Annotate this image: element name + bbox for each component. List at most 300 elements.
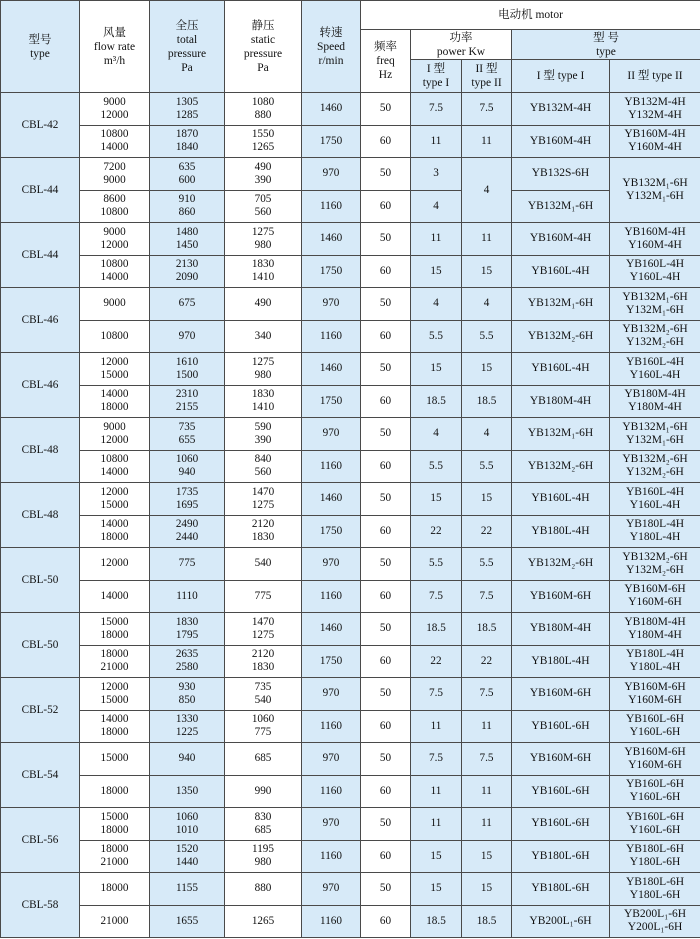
cell-line: 675 [178, 297, 196, 310]
power-type-1-cell: 11 [411, 775, 462, 808]
cell-line: 1410 [251, 271, 275, 284]
motor-type-1-cell: YB160L-4H [512, 353, 610, 386]
cell-line: 1010 [175, 823, 199, 836]
fan-type-cell: CBL-48 [1, 483, 80, 548]
cell-line: 14000 [100, 466, 129, 479]
cell-line: 1830 [251, 258, 275, 271]
motor-type-1-cell: YB132S-6H [512, 158, 610, 191]
table-row [1, 190, 700, 223]
cell-line: 1480 [175, 225, 199, 238]
power-type-1-cell: 15 [411, 255, 462, 288]
motor-type-2-cell [610, 840, 700, 873]
flow-rate-cell [80, 320, 150, 353]
header-type: 型号 type [1, 1, 80, 93]
cell-line: Y132M₁-6H [626, 433, 684, 446]
cell-line: Y160L-6H [629, 791, 681, 804]
cell-line: YB132M₂-6H [622, 323, 688, 336]
power-type-1-cell: 3 [411, 158, 462, 191]
cell-line: 1060 [175, 453, 199, 466]
cell-line: 1450 [175, 238, 199, 251]
motor-type-1-cell: YB132M₁-6H [512, 418, 610, 451]
motor-type-2-cell [610, 255, 700, 288]
freq-cell: 50 [361, 743, 411, 776]
cell-line: Y180L-6H [629, 856, 681, 869]
power-type-1-cell: 11 [411, 710, 462, 743]
total-pressure-cell [150, 353, 225, 386]
cell-line: 10800 [100, 329, 129, 342]
cell-line: 1410 [251, 401, 275, 414]
cell-line: Y160L-4H [629, 271, 681, 284]
power-type-1-cell: 4 [411, 288, 462, 321]
cell-line: 560 [254, 206, 272, 219]
static-pressure-cell [225, 905, 302, 938]
cell-line: YB160L-6H [625, 713, 685, 726]
motor-type-2-cell [610, 158, 700, 223]
cell-line: YB180L-4H [625, 648, 685, 661]
motor-type-1-cell: YB160M-4H [512, 125, 610, 158]
table-row [1, 613, 700, 646]
cell-line: YB160L-4H [625, 485, 685, 498]
motor-type-2-cell [610, 515, 700, 548]
header-speed: 转速 Speed r/min [302, 1, 361, 93]
total-pressure-cell [150, 613, 225, 646]
motor-type-1-cell: YB200L₁-6H [512, 905, 610, 938]
cell-line: YB160L-6H [625, 778, 685, 791]
speed-cell: 1160 [302, 710, 361, 743]
flow-rate-cell [80, 678, 150, 711]
static-pressure-cell [225, 515, 302, 548]
total-pressure-cell [150, 418, 225, 451]
cell-line: 685 [254, 823, 272, 836]
cell-line: 10800 [100, 258, 129, 271]
speed-cell: 1460 [302, 613, 361, 646]
cell-line: 880 [254, 882, 272, 895]
table-row [1, 385, 700, 418]
cell-line: Y132M₂-6H [626, 466, 684, 479]
flow-rate-cell [80, 808, 150, 841]
cell-line: 21000 [100, 914, 129, 927]
cell-line: 14000 [100, 388, 129, 401]
cell-line: 15000 [100, 368, 129, 381]
speed-cell: 1750 [302, 125, 361, 158]
motor-type-1-cell: YB160L-6H [512, 775, 610, 808]
cell-line: 14000 [100, 589, 129, 602]
cell-line: YB160L-4H [625, 355, 685, 368]
cell-line: YB180L-6H [625, 875, 685, 888]
total-pressure-cell [150, 223, 225, 256]
static-pressure-cell [225, 190, 302, 223]
fan-type-cell: CBL-48 [1, 418, 80, 483]
cell-line: 2635 [175, 648, 199, 661]
freq-cell: 60 [361, 450, 411, 483]
cell-line: 1610 [175, 355, 199, 368]
fan-type-cell: CBL-56 [1, 808, 80, 873]
table-body [1, 93, 700, 938]
cell-line: 15000 [100, 810, 129, 823]
cell-line: 7200 [103, 160, 126, 173]
header-power-type-1: I 型 type I [411, 60, 462, 93]
fan-type-cell: CBL-50 [1, 548, 80, 613]
cell-line: YB132M₁-6H [622, 420, 688, 433]
power-type-2-cell: 7.5 [462, 580, 512, 613]
cell-line: 1795 [175, 628, 199, 641]
cell-line: 15000 [100, 693, 129, 706]
cell-line: 12000 [100, 355, 129, 368]
cell-line: 880 [254, 108, 272, 121]
cell-line: 21000 [100, 661, 129, 674]
motor-type-1-cell: YB160L-4H [512, 255, 610, 288]
cell-line: 21000 [100, 856, 129, 869]
power-type-1-cell: 15 [411, 353, 462, 386]
freq-cell: 50 [361, 613, 411, 646]
cell-line: 1830 [251, 388, 275, 401]
power-type-1-cell: 7.5 [411, 93, 462, 126]
speed-cell: 1160 [302, 320, 361, 353]
power-type-1-cell: 7.5 [411, 580, 462, 613]
table-row [1, 255, 700, 288]
cell-line: 18000 [100, 401, 129, 414]
motor-type-2-cell [610, 418, 700, 451]
speed-cell: 1160 [302, 775, 361, 808]
power-type-1-cell: 7.5 [411, 678, 462, 711]
total-pressure-cell [150, 483, 225, 516]
power-type-2-cell: 11 [462, 710, 512, 743]
flow-rate-cell [80, 548, 150, 581]
cell-line: Y160M-6H [628, 758, 682, 771]
power-type-2-cell: 5.5 [462, 450, 512, 483]
power-type-1-cell: 18.5 [411, 613, 462, 646]
cell-line: 830 [254, 810, 272, 823]
power-type-2-cell: 4 [462, 158, 512, 223]
static-pressure-cell [225, 710, 302, 743]
cell-line: 490 [254, 297, 272, 310]
flow-rate-cell [80, 840, 150, 873]
motor-type-2-cell [610, 873, 700, 906]
fan-type-cell: CBL-42 [1, 93, 80, 158]
motor-type-2-cell [610, 710, 700, 743]
cell-line: Y132M₂-6H [626, 336, 684, 349]
table-row [1, 353, 700, 386]
motor-type-2-cell [610, 450, 700, 483]
cell-line: 705 [254, 193, 272, 206]
cell-line: 970 [178, 329, 196, 342]
cell-line: YB160L-4H [625, 258, 685, 271]
fan-type-cell: CBL-46 [1, 353, 80, 418]
flow-rate-cell [80, 580, 150, 613]
freq-cell: 50 [361, 548, 411, 581]
motor-type-1-cell: YB132M₁-6H [512, 288, 610, 321]
cell-line: 10800 [100, 206, 129, 219]
total-pressure-cell [150, 515, 225, 548]
cell-line: Y160L-6H [629, 823, 681, 836]
freq-cell: 60 [361, 385, 411, 418]
table-row [1, 450, 700, 483]
cell-line: 600 [178, 173, 196, 186]
cell-line: 930 [178, 680, 196, 693]
motor-type-1-cell: YB132M₂-6H [512, 548, 610, 581]
cell-line: 9000 [103, 173, 126, 186]
static-pressure-cell [225, 353, 302, 386]
speed-cell: 1160 [302, 450, 361, 483]
freq-cell: 60 [361, 190, 411, 223]
fan-type-cell: CBL-52 [1, 678, 80, 743]
cell-line: 18000 [100, 531, 129, 544]
table-row [1, 158, 700, 191]
cell-line: 390 [254, 433, 272, 446]
cell-line: 1275 [251, 225, 275, 238]
header-total-pressure: 全压 total pressure Pa [150, 1, 225, 93]
header-power-type-2: II 型 type II [462, 60, 512, 93]
static-pressure-cell [225, 320, 302, 353]
power-type-1-cell: 4 [411, 190, 462, 223]
power-type-1-cell: 4 [411, 418, 462, 451]
power-type-2-cell: 15 [462, 255, 512, 288]
cell-line: 735 [254, 680, 272, 693]
motor-type-2-cell [610, 385, 700, 418]
motor-type-1-cell: YB180L-4H [512, 515, 610, 548]
freq-cell: 60 [361, 775, 411, 808]
power-type-2-cell: 11 [462, 223, 512, 256]
freq-cell: 60 [361, 645, 411, 678]
table-row [1, 93, 700, 126]
cell-line: Y180L-6H [629, 888, 681, 901]
cell-line: 980 [254, 238, 272, 251]
fan-type-cell: CBL-58 [1, 873, 80, 938]
motor-type-1-cell: YB132M₂-6H [512, 450, 610, 483]
cell-line: Y132M₁-6H [626, 303, 684, 316]
table-row [1, 515, 700, 548]
table-row [1, 678, 700, 711]
total-pressure-cell [150, 158, 225, 191]
speed-cell: 1750 [302, 515, 361, 548]
speed-cell: 1160 [302, 840, 361, 873]
cell-line: 1830 [251, 661, 275, 674]
power-type-1-cell: 11 [411, 125, 462, 158]
cell-line: 18000 [100, 823, 129, 836]
total-pressure-cell [150, 905, 225, 938]
cell-line: 1060 [251, 713, 275, 726]
flow-rate-cell [80, 613, 150, 646]
power-type-1-cell: 5.5 [411, 548, 462, 581]
total-pressure-cell [150, 873, 225, 906]
total-pressure-cell [150, 645, 225, 678]
cell-line: 1285 [175, 108, 199, 121]
cell-line: YB132M₁-6H [622, 290, 688, 303]
cell-line: 2155 [175, 401, 199, 414]
motor-type-1-cell: YB180L-4H [512, 645, 610, 678]
cell-line: Y160M-6H [628, 693, 682, 706]
speed-cell: 970 [302, 873, 361, 906]
power-type-1-cell: 18.5 [411, 385, 462, 418]
total-pressure-cell [150, 808, 225, 841]
cell-line: 735 [178, 420, 196, 433]
table-row [1, 548, 700, 581]
motor-type-2-cell [610, 548, 700, 581]
static-pressure-cell [225, 645, 302, 678]
cell-line: YB160M-6H [624, 745, 686, 758]
power-type-2-cell: 15 [462, 840, 512, 873]
power-type-2-cell: 22 [462, 515, 512, 548]
cell-line: 9000 [103, 225, 126, 238]
power-type-1-cell: 15 [411, 873, 462, 906]
power-type-1-cell: 5.5 [411, 320, 462, 353]
cell-line: YB180L-4H [625, 518, 685, 531]
freq-cell: 50 [361, 158, 411, 191]
cell-line: 14000 [100, 713, 129, 726]
cell-line: 685 [254, 752, 272, 765]
cell-line: YB132M₂-6H [622, 453, 688, 466]
cell-line: 940 [178, 466, 196, 479]
flow-rate-cell [80, 255, 150, 288]
cell-line: 1305 [175, 95, 199, 108]
cell-line: 9000 [103, 95, 126, 108]
motor-type-1-cell: YB180L-6H [512, 873, 610, 906]
freq-cell: 60 [361, 905, 411, 938]
cell-line: 18000 [100, 726, 129, 739]
flow-rate-cell [80, 710, 150, 743]
header-flow-rate: 风量 flow rate m³/h [80, 1, 150, 93]
cell-line: 1275 [251, 498, 275, 511]
cell-line: 980 [254, 368, 272, 381]
cell-line: 635 [178, 160, 196, 173]
cell-line: YB180M-4H [624, 615, 686, 628]
power-type-1-cell: 22 [411, 515, 462, 548]
cell-line: 540 [254, 557, 272, 570]
motor-type-2-cell [610, 483, 700, 516]
power-type-1-cell: 15 [411, 483, 462, 516]
total-pressure-cell [150, 190, 225, 223]
cell-line: YB160M-6H [624, 583, 686, 596]
cell-line: YB160M-4H [624, 128, 686, 141]
static-pressure-cell [225, 580, 302, 613]
freq-cell: 50 [361, 223, 411, 256]
total-pressure-cell [150, 775, 225, 808]
speed-cell: 1160 [302, 580, 361, 613]
cell-line: 1840 [175, 141, 199, 154]
table-row [1, 775, 700, 808]
motor-type-2-cell [610, 93, 700, 126]
header-model-type-2: II 型 type II [610, 60, 700, 93]
table-row [1, 905, 700, 938]
cell-line: Y132M₁-6H [626, 190, 684, 202]
freq-cell: 50 [361, 873, 411, 906]
cell-line: Y160M-4H [628, 238, 682, 251]
freq-cell: 60 [361, 320, 411, 353]
motor-type-2-cell [610, 743, 700, 776]
cell-line: 1275 [251, 628, 275, 641]
cell-line: 10800 [100, 128, 129, 141]
motor-type-2-cell [610, 580, 700, 613]
cell-line: 12000 [100, 433, 129, 446]
cell-line: 12000 [100, 557, 129, 570]
speed-cell: 1460 [302, 353, 361, 386]
static-pressure-cell [225, 450, 302, 483]
fan-type-cell: CBL-46 [1, 288, 80, 353]
cell-line: 14000 [100, 141, 129, 154]
table-row [1, 288, 700, 321]
static-pressure-cell [225, 158, 302, 191]
static-pressure-cell [225, 775, 302, 808]
flow-rate-cell [80, 645, 150, 678]
cell-line: 1265 [251, 141, 275, 154]
flow-rate-cell [80, 483, 150, 516]
cell-line: 850 [178, 693, 196, 706]
flow-rate-cell [80, 873, 150, 906]
motor-type-1-cell: YB132M₂-6H [512, 320, 610, 353]
table-row [1, 873, 700, 906]
cell-line: 9000 [103, 420, 126, 433]
cell-line: 390 [254, 173, 272, 186]
power-type-2-cell: 11 [462, 125, 512, 158]
power-type-2-cell: 15 [462, 353, 512, 386]
header-static-pressure: 静压 static pressure Pa [225, 1, 302, 93]
cell-line: 560 [254, 466, 272, 479]
motor-type-1-cell: YB160L-4H [512, 483, 610, 516]
cell-line: 1655 [175, 914, 199, 927]
table-row [1, 223, 700, 256]
total-pressure-cell [150, 288, 225, 321]
cell-line: Y160L-4H [629, 498, 681, 511]
cell-line: 1735 [175, 485, 199, 498]
cell-line: 18000 [100, 648, 129, 661]
flow-rate-cell [80, 743, 150, 776]
cell-line: 990 [254, 784, 272, 797]
fan-type-cell: CBL-50 [1, 613, 80, 678]
cell-line: Y160M-4H [628, 141, 682, 154]
motor-type-1-cell: YB180L-6H [512, 840, 610, 873]
flow-rate-cell [80, 515, 150, 548]
static-pressure-cell [225, 255, 302, 288]
power-type-1-cell: 11 [411, 223, 462, 256]
cell-line: 1470 [251, 485, 275, 498]
total-pressure-cell [150, 678, 225, 711]
cell-line: 980 [254, 856, 272, 869]
motor-type-1-cell: YB132M₁-6H [512, 190, 610, 223]
cell-line: 1155 [176, 882, 198, 895]
cell-line: 14000 [100, 271, 129, 284]
static-pressure-cell [225, 678, 302, 711]
cell-line: 655 [178, 433, 196, 446]
flow-rate-cell [80, 385, 150, 418]
cell-line: 12000 [100, 485, 129, 498]
cell-line: 1275 [251, 355, 275, 368]
speed-cell: 1160 [302, 905, 361, 938]
cell-line: Y180L-4H [629, 661, 681, 674]
cell-line: 1470 [251, 615, 275, 628]
fan-type-cell: CBL-44 [1, 223, 80, 288]
header-model-type-1: I 型 type I [512, 60, 610, 93]
power-type-2-cell: 11 [462, 775, 512, 808]
cell-line: 2490 [175, 518, 199, 531]
power-type-2-cell: 4 [462, 418, 512, 451]
flow-rate-cell [80, 223, 150, 256]
cell-line: 2090 [175, 271, 199, 284]
static-pressure-cell [225, 483, 302, 516]
table-row [1, 645, 700, 678]
cell-line: 1350 [175, 784, 199, 797]
table-row [1, 808, 700, 841]
freq-cell: 60 [361, 580, 411, 613]
cell-line: 12000 [100, 238, 129, 251]
cell-line: 15000 [100, 752, 129, 765]
cell-line: 775 [254, 726, 272, 739]
cell-line: YB200L₁-6H [623, 908, 687, 921]
flow-rate-cell [80, 158, 150, 191]
freq-cell: 50 [361, 288, 411, 321]
cell-line: 840 [254, 453, 272, 466]
cell-line: 18000 [100, 882, 129, 895]
power-type-2-cell: 15 [462, 873, 512, 906]
